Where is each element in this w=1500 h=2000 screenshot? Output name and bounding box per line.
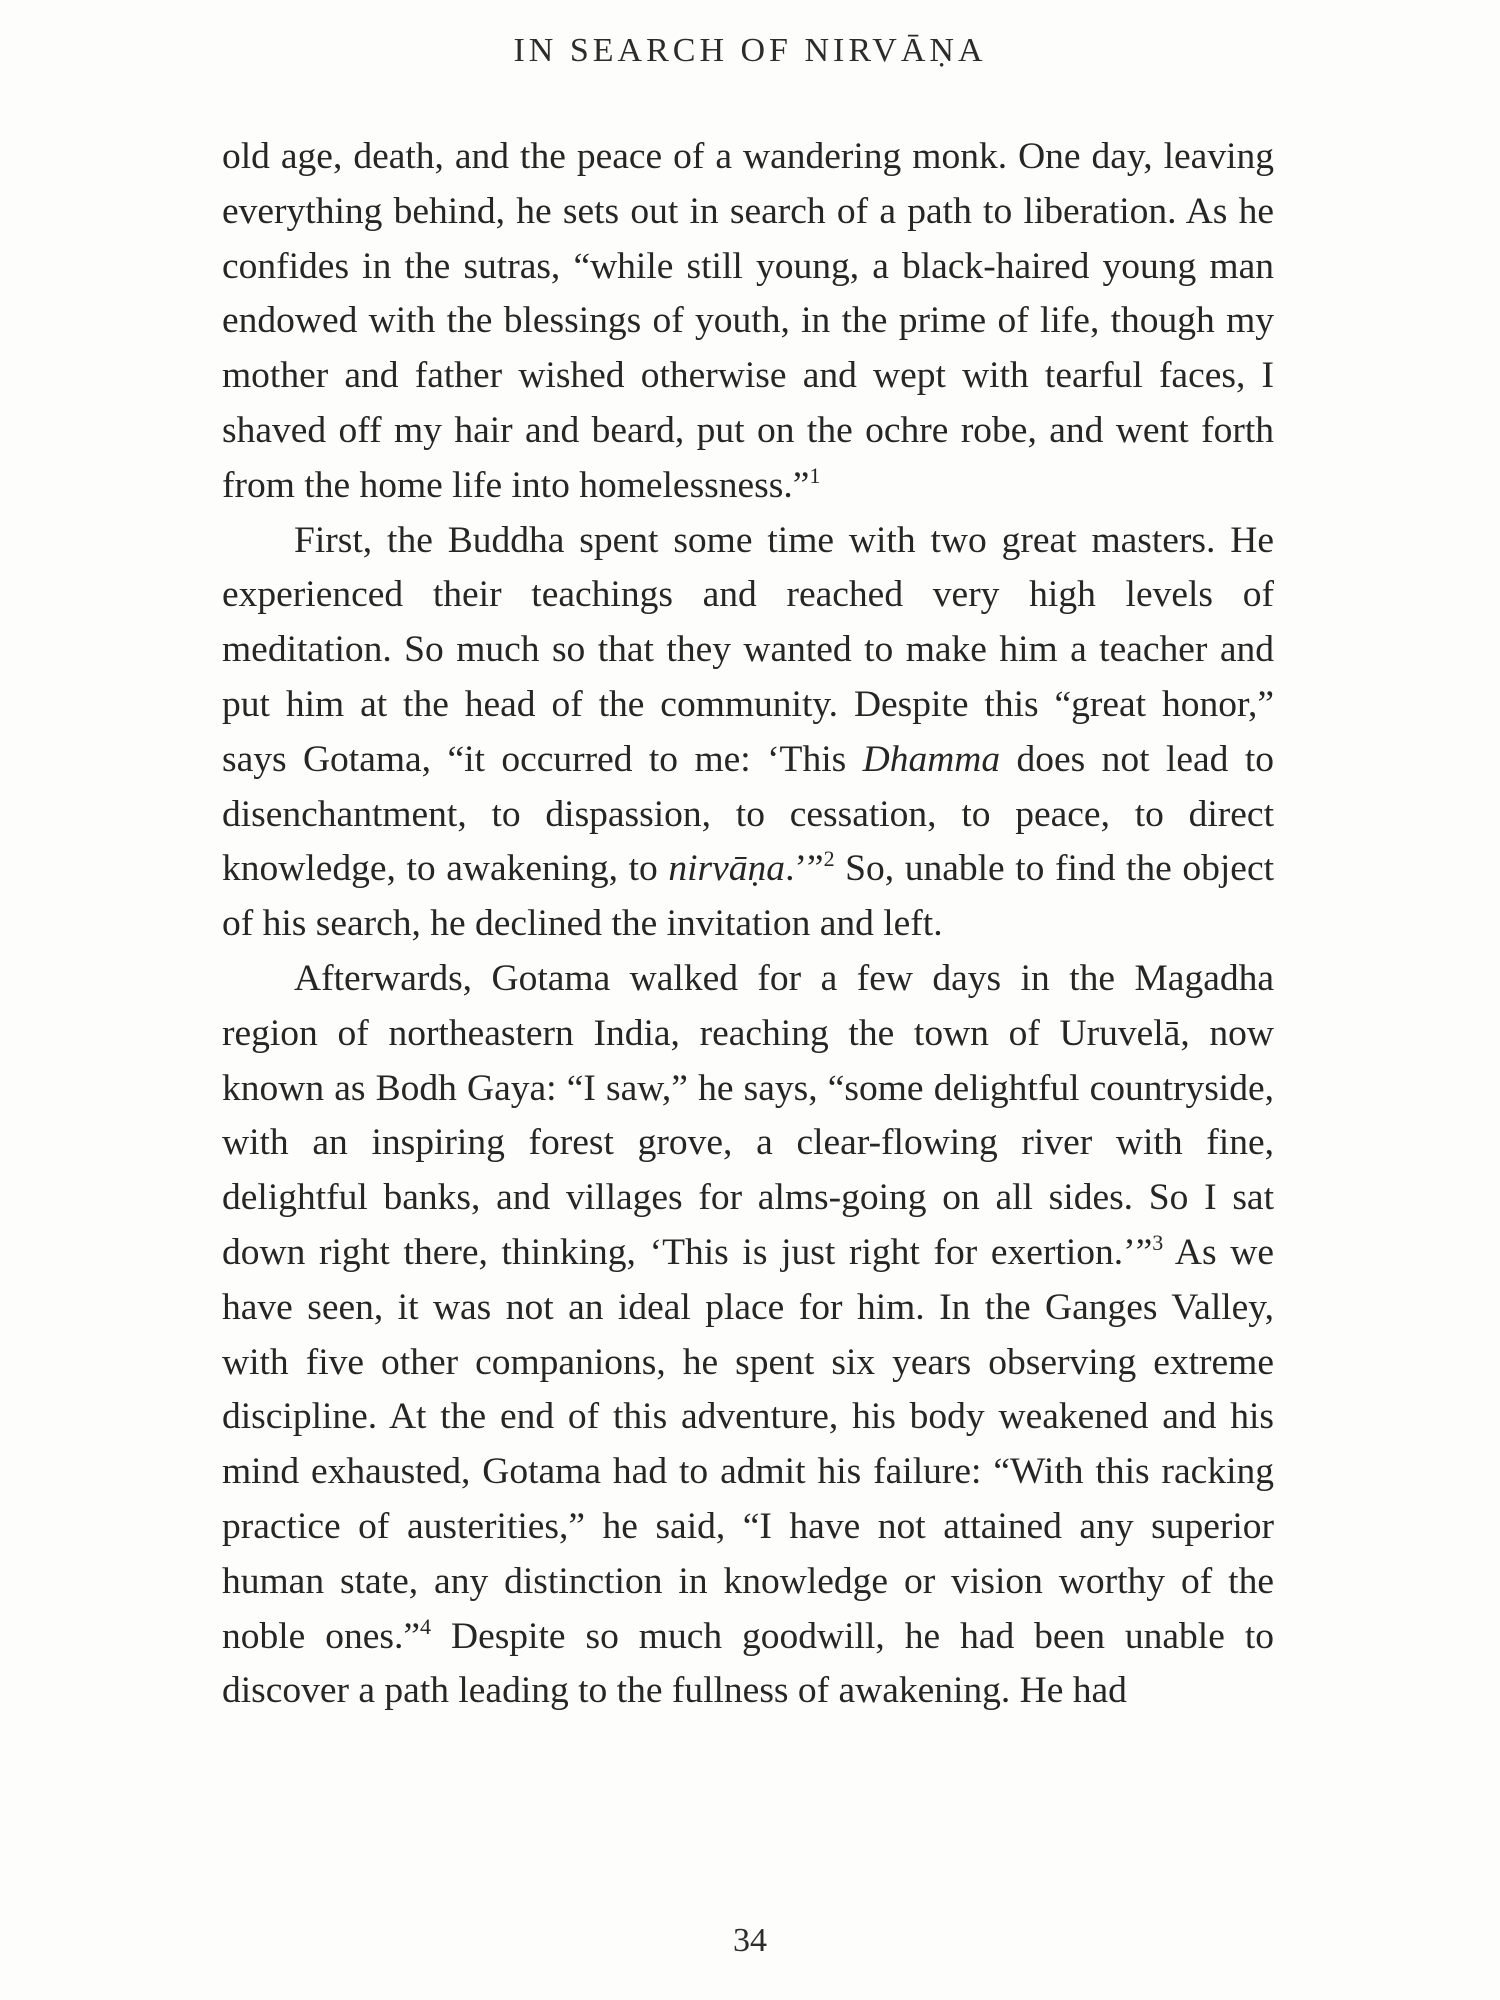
paragraph-text: Afterwards, Gotama walked for a few days in the Magadha region of northeastern India, reaching the town of Uruvelā, now known as Bodh Gaya: “I saw,” he says, “some delightful countryside, with an inspiring forest grove, a clear-flowing river with fine, delightful banks, and villages for alms-going on all sides. So I sat down right there, thinking, ‘This is just right for exertion.’” xyxy=(222,957,1274,1273)
paragraph-text: old age, death, and the peace of a wandering monk. One day, leaving everything behind, he sets out in search of a path to liberation. As he confides in the sutras, “while still young, a black-haired young man endowed with the blessings of youth, in the prime of life, though my mother and father wished otherwise and wept with tearful faces, I shaved off my hair and beard, put on the ochre robe, and went forth from the home life into homelessness.” xyxy=(222,136,1274,506)
italic-term: Dhamma xyxy=(862,738,1001,780)
body-text xyxy=(222,130,1274,1719)
paragraph-3 xyxy=(222,952,1274,1719)
footnote-ref: 1 xyxy=(809,462,821,488)
paragraph-text: Despite so much goodwill, he had been unable to discover a path leading to the fullness of awakening. He had xyxy=(222,1615,1274,1712)
footnote-ref: 3 xyxy=(1152,1229,1164,1255)
italic-term: nirvāṇa xyxy=(668,848,786,890)
paragraph-text: First, the Buddha spent some time with two great masters. He experienced their teachings and reached very high levels of meditation. So much so that they wanted to make him a teacher and put him at the head of the community. Despite this “great honor,” says Gotama, “it occurred to me: ‘This xyxy=(222,519,1274,780)
footnote-ref: 2 xyxy=(823,846,835,872)
page-number: 34 xyxy=(733,1922,767,1959)
paragraph-text: As we have seen, it was not an ideal place for him. In the Ganges Valley, with five other companions, he spent six years observing extreme discipline. At the end of this adventure, his body weakened and his mind exhausted, Gotama had to admit his failure: “With this racking practice of austerities,” he said, “I have not attained any superior human state, any distinction in knowledge or vision worthy of the noble ones.” xyxy=(222,1231,1274,1657)
paragraph-text: .’” xyxy=(785,848,824,890)
paragraph-1 xyxy=(222,130,1274,514)
paragraph-2 xyxy=(222,514,1274,952)
paragraph-text: So, unable to find the object of his search, he declined the invitation and left. xyxy=(222,848,1275,945)
footnote-ref: 4 xyxy=(420,1613,432,1639)
paragraph-text: does not lead to disenchantment, to dispassion, to cessation, to peace, to direct knowledge, to awakening, to xyxy=(222,738,1274,890)
running-head: IN SEARCH OF NIRVĀṆA xyxy=(513,32,987,69)
